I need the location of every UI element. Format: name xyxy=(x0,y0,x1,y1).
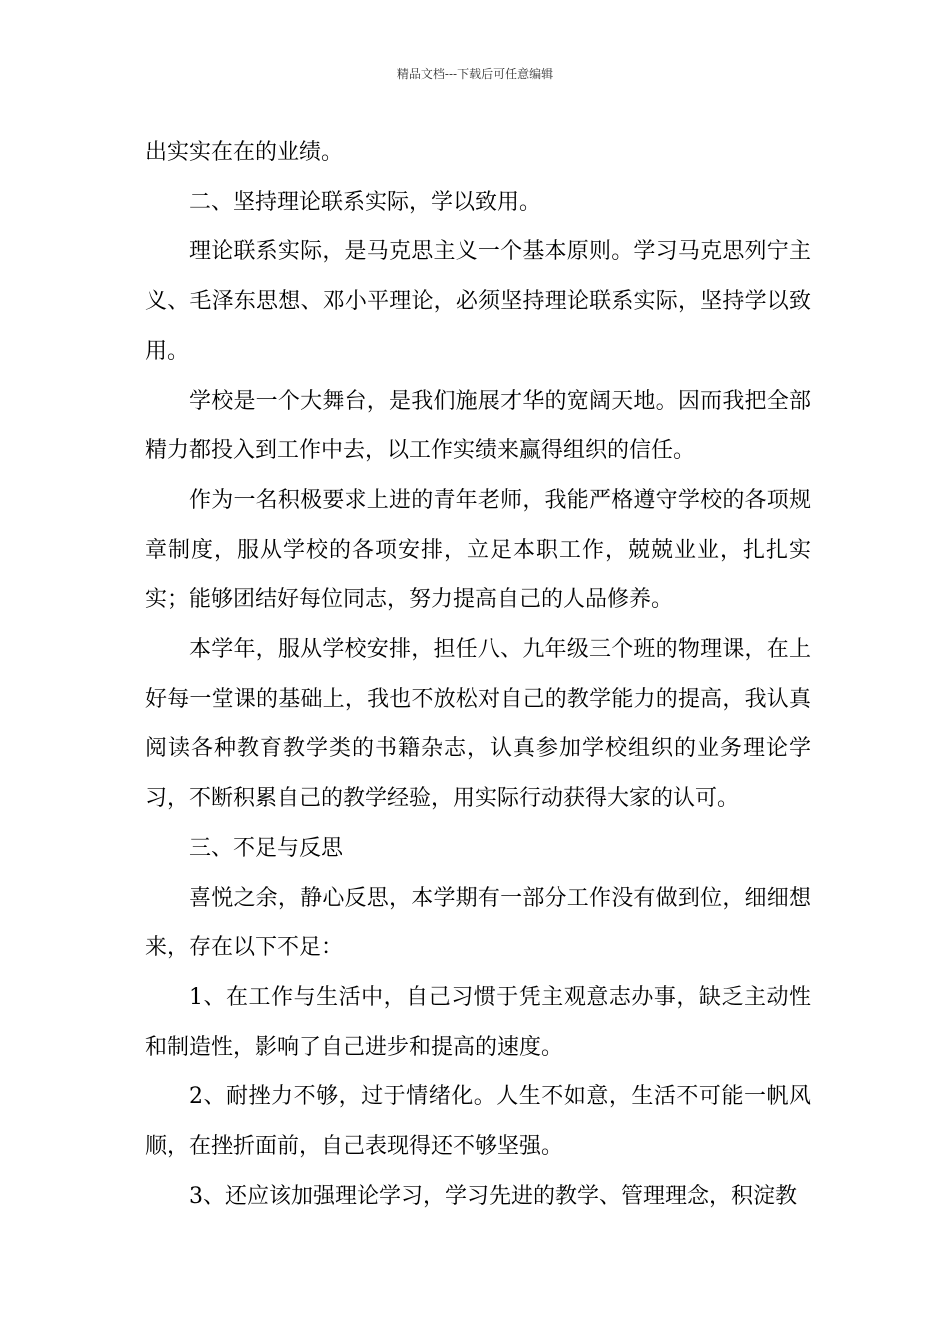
list-item: 2、耐挫力不够，过于情绪化。人生不如意，生活不可能一帆风顺，在挫折面前，自己表现得还不够坚强。 xyxy=(145,1084,811,1160)
paragraph: 本学年，服从学校安排，担任八、九年级三个班的物理课，在上好每一堂课的基础上，我也不放松对自己的教学能力的提高，我认真阅读各种教育教学类的书籍杂志，认真参加学校组织的业务理论学习，不断积累自己的教学经验，用实际行动获得大家的认可。 xyxy=(145,637,811,812)
section-heading-3: 三、不足与反思 xyxy=(189,835,344,861)
list-item: 1、在工作与生活中，自己习惯于凭主观意志办事，缺乏主动性和制造性，影响了自己进步和提高的速度。 xyxy=(145,984,811,1060)
paragraph: 理论联系实际，是马克思主义一个基本原则。学习马克思列宁主义、毛泽东思想、邓小平理论，必须坚持理论联系实际，坚持学以致用。 xyxy=(145,239,811,364)
paragraph: 作为一名积极要求上进的青年老师，我能严格遵守学校的各项规章制度，服从学校的各项安排，立足本职工作，兢兢业业，扎扎实实；能够团结好每位同志，努力提高自己的人品修养。 xyxy=(145,487,811,613)
paragraph-continuation: 出实实在在的业绩。 xyxy=(145,140,344,165)
page-header: 精品文档---下载后可任意编辑 xyxy=(396,67,554,81)
list-item: 3、还应该加强理论学习，学习先进的教学、管理理念，积淀教 xyxy=(189,1183,797,1209)
paragraph: 学校是一个大舞台，是我们施展才华的宽阔天地。因而我把全部精力都投入到工作中去，以工作实绩来赢得组织的信任。 xyxy=(145,388,811,464)
paragraph: 喜悦之余，静心反思，本学期有一部分工作没有做到位，细细想来，存在以下不足： xyxy=(145,885,811,961)
section-heading-2: 二、坚持理论联系实际，学以致用。 xyxy=(189,189,542,215)
document-body xyxy=(145,128,811,1221)
